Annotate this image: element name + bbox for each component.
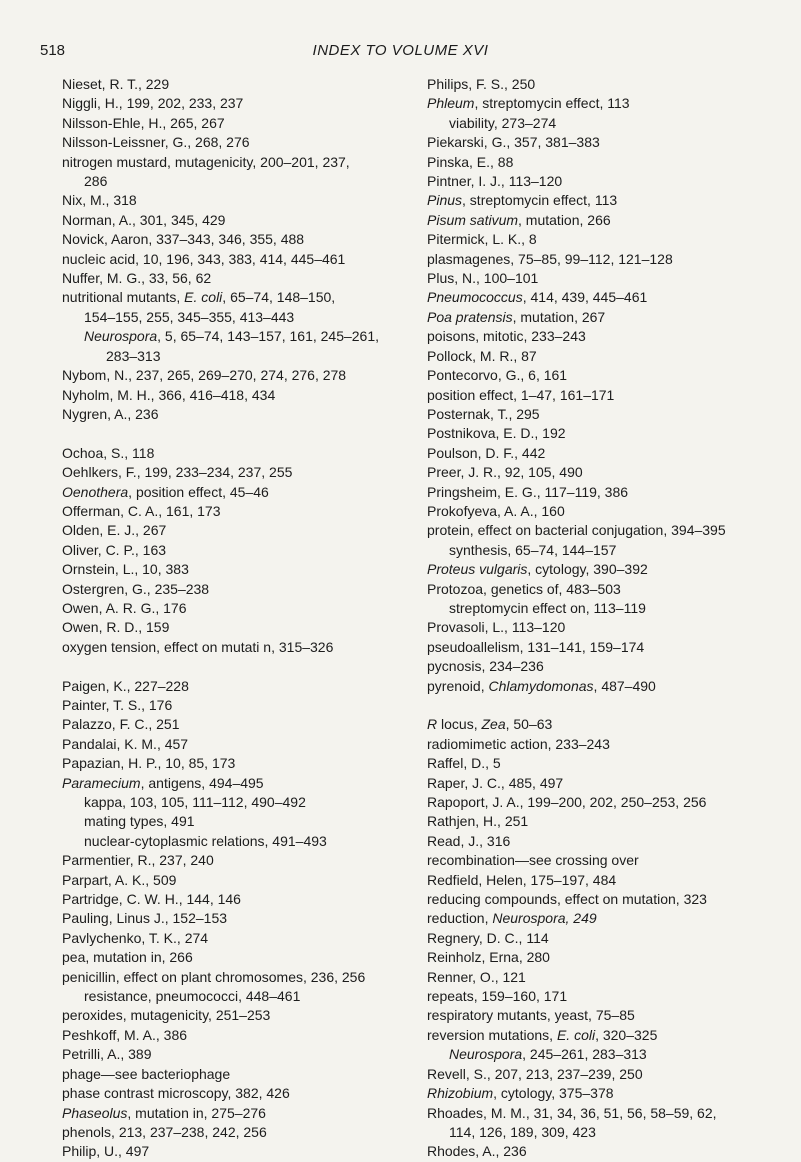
entry-text: Nix, M., 318 (62, 192, 137, 209)
entry-text: Provasoli, L., 113–120 (427, 619, 566, 636)
index-entry (62, 250, 402, 269)
entry-text: reducing compounds, effect on mutation, 323 (427, 891, 707, 908)
index-entry (427, 1104, 777, 1123)
entry-text: , 414, 439, 445–461 (522, 289, 648, 306)
index-entry (427, 444, 777, 463)
index-entry (62, 696, 402, 715)
entry-text: Nuffer, M. G., 33, 56, 62 (62, 270, 212, 287)
index-entry (62, 541, 402, 560)
index-entry (62, 94, 402, 113)
index-subentry (427, 114, 777, 133)
index-entry (427, 172, 777, 191)
index-entry (427, 191, 777, 210)
italic-term: Chlamydomonas (488, 677, 594, 694)
entry-text: phage—see bacteriophage (62, 1065, 231, 1082)
entry-text: , cytology, 390–392 (527, 561, 648, 578)
index-entry (427, 774, 777, 793)
entry-text: Pinska, E., 88 (427, 153, 514, 170)
index-entry (427, 832, 777, 851)
entry-text: Rhoades, M. M., 31, 34, 36, 51, 56, 58–59, 62, (427, 1104, 717, 1121)
entry-text: Painter, T. S., 176 (62, 696, 173, 713)
entry-text: , streptomycin effect, 113 (462, 192, 618, 209)
index-subentry (427, 599, 777, 618)
index-entry (62, 502, 402, 521)
entry-text: Preer, J. R., 92, 105, 490 (427, 464, 583, 481)
entry-text: nucleic acid, 10, 196, 343, 383, 414, 445–461 (62, 250, 346, 267)
entry-text: Poulson, D. F., 442 (427, 444, 546, 461)
index-entry (427, 560, 777, 579)
entry-text: Peshkoff, M. A., 386 (62, 1026, 188, 1043)
index-entry (62, 230, 402, 249)
index-entry (427, 347, 777, 366)
index-entry (62, 735, 402, 754)
entry-text: 286 (84, 173, 108, 190)
entry-text: Renner, O., 121 (427, 968, 526, 985)
italic-term: R (427, 716, 438, 733)
italic-term: Rhizobium (427, 1085, 494, 1102)
entry-text: mating types, 491 (84, 813, 195, 830)
index-entry (62, 153, 402, 172)
entry-text: Oliver, C. P., 163 (62, 541, 167, 558)
index-entry (62, 288, 402, 307)
index-entry (62, 211, 402, 230)
index-entry (62, 638, 402, 657)
entry-text: Norman, A., 301, 345, 429 (62, 211, 226, 228)
index-entry (62, 1104, 402, 1123)
index-entry (62, 386, 402, 405)
entry-text: , mutation in, 275–276 (127, 1104, 266, 1121)
index-subentry (62, 812, 402, 831)
index-entry (62, 871, 402, 890)
index-entry (62, 599, 402, 618)
entry-text: locus, (437, 716, 482, 733)
entry-text: Nybom, N., 237, 265, 269–270, 274, 276, 278 (62, 367, 347, 384)
entry-text: nitrogen mustard, mutagenicity, 200–201, 237, (62, 153, 350, 170)
entry-text: Rhodes, A., 236 (427, 1143, 527, 1160)
entry-text: phenols, 213, 237–238, 242, 256 (62, 1123, 267, 1140)
index-entry (427, 968, 777, 987)
entry-text: , 65–74, 148–150, (222, 289, 336, 306)
index-entry (427, 929, 777, 948)
index-entry (62, 521, 402, 540)
entry-text: reduction, (427, 910, 493, 927)
index-entry (427, 75, 777, 94)
index-entry (62, 909, 402, 928)
index-entry (62, 1026, 402, 1045)
entry-text: Revell, S., 207, 213, 237–239, 250 (427, 1065, 643, 1082)
entry-text: viability, 273–274 (449, 114, 557, 131)
index-entry (427, 580, 777, 599)
entry-text: Pitermick, L. K., 8 (427, 231, 537, 248)
index-entry (427, 1006, 777, 1025)
entry-text: Petrilli, A., 389 (62, 1046, 152, 1063)
running-title: INDEX TO VOLUME XVI (312, 42, 489, 59)
index-entry (427, 638, 777, 657)
index-entry (427, 618, 777, 637)
index-subentry (427, 1123, 777, 1142)
index-entry (62, 560, 402, 579)
index-column-left (62, 75, 402, 1162)
section-gap (427, 696, 777, 715)
entry-text: Pandalai, K. M., 457 (62, 735, 189, 752)
index-entry (427, 754, 777, 773)
entry-text: Protozoa, genetics of, 483–503 (427, 580, 621, 597)
entry-text: Partridge, C. W. H., 144, 146 (62, 891, 241, 908)
index-entry (62, 463, 402, 482)
entry-text: Owen, A. R. G., 176 (62, 599, 187, 616)
italic-term: Neurospora, 249 (492, 910, 597, 927)
index-entry (427, 1142, 777, 1161)
entry-text: , 320–325 (595, 1026, 658, 1043)
index-subentry (62, 793, 402, 812)
index-entry (427, 405, 777, 424)
index-entry (62, 677, 402, 696)
index-entry (62, 774, 402, 793)
entry-text: Pintner, I. J., 113–120 (427, 173, 563, 190)
entry-text: Raffel, D., 5 (427, 755, 501, 772)
index-column-right (427, 75, 777, 1162)
italic-term: Neurospora (84, 328, 158, 345)
entry-text: Olden, E. J., 267 (62, 522, 167, 539)
entry-text: Plus, N., 100–101 (427, 270, 539, 287)
index-entry (427, 269, 777, 288)
entry-text: phase contrast microscopy, 382, 426 (62, 1085, 290, 1102)
index-entry (427, 851, 777, 870)
index-entry (62, 114, 402, 133)
index-entry (427, 715, 777, 734)
italic-term: E. coli (184, 289, 223, 306)
entry-text: plasmagenes, 75–85, 99–112, 121–128 (427, 250, 673, 267)
index-subentry (62, 308, 402, 327)
index-entry (427, 521, 777, 540)
entry-text: recombination—see crossing over (427, 852, 639, 869)
entry-text: Ostergren, G., 235–238 (62, 580, 210, 597)
entry-text: respiratory mutants, yeast, 75–85 (427, 1007, 635, 1024)
entry-text: 154–155, 255, 345–355, 413–443 (84, 308, 295, 325)
index-entry (427, 1065, 777, 1084)
index-entry (427, 424, 777, 443)
entry-text: Nilsson-Leissner, G., 268, 276 (62, 134, 250, 151)
index-entry (62, 1123, 402, 1142)
entry-text: Ornstein, L., 10, 383 (62, 561, 189, 578)
index-entry (62, 1045, 402, 1064)
entry-text: kappa, 103, 105, 111–112, 490–492 (84, 794, 306, 810)
index-entry (427, 250, 777, 269)
entry-text: Nyholm, M. H., 366, 416–418, 434 (62, 386, 276, 403)
entry-text: Rathjen, H., 251 (427, 813, 529, 830)
entry-text: Papazian, H. P., 10, 85, 173 (62, 755, 236, 772)
index-entry (62, 366, 402, 385)
entry-text: , streptomycin effect, 113 (474, 95, 630, 112)
index-entry (427, 1084, 777, 1103)
entry-text: Prokofyeva, A. A., 160 (427, 502, 565, 519)
entry-text: Pontecorvo, G., 6, 161 (427, 367, 568, 384)
entry-text: nuclear-cytoplasmic relations, 491–493 (84, 832, 327, 849)
entry-text: repeats, 159–160, 171 (427, 988, 568, 1005)
index-entry (427, 1026, 777, 1045)
index-entry (427, 211, 777, 230)
entry-text: , 245–261, 283–313 (522, 1046, 647, 1063)
entry-text: , 5, 65–74, 143–157, 161, 245–261, (157, 328, 380, 345)
index-entry (62, 580, 402, 599)
index-entry (427, 909, 777, 928)
index-entry (62, 948, 402, 967)
entry-text: oxygen tension, effect on mutati n, 315–326 (62, 638, 334, 655)
entry-text: pea, mutation in, 266 (62, 949, 193, 966)
entry-text: Philips, F. S., 250 (427, 76, 536, 92)
entry-text: , mutation, 267 (512, 308, 606, 325)
index-entry (62, 191, 402, 210)
entry-text: Raper, J. C., 485, 497 (427, 774, 564, 791)
italic-term: Pinus (427, 192, 463, 209)
italic-term: Poa pratensis (427, 308, 513, 325)
index-entry (427, 677, 777, 696)
entry-text: poisons, mitotic, 233–243 (427, 328, 586, 345)
index-entry (427, 793, 777, 812)
index-entry (62, 715, 402, 734)
entry-text: Pavlychenko, T. K., 274 (62, 929, 209, 946)
entry-text: Offerman, C. A., 161, 173 (62, 502, 221, 519)
entry-text: Philip, U., 497 (62, 1143, 150, 1160)
entry-text: , antigens, 494–495 (140, 774, 264, 791)
entry-text: Pollock, M. R., 87 (427, 347, 537, 364)
page-header (40, 42, 761, 66)
index-entry (62, 1006, 402, 1025)
italic-term: Phleum (427, 95, 475, 112)
entry-text: Oehlkers, F., 199, 233–234, 237, 255 (62, 464, 293, 481)
index-entry (62, 929, 402, 948)
index-entry (427, 94, 777, 113)
index-entry (427, 812, 777, 831)
section-gap (62, 424, 402, 443)
entry-text: pyrenoid, (427, 677, 489, 694)
index-entry (427, 871, 777, 890)
section-gap (62, 657, 402, 676)
entry-text: position effect, 1–47, 161–171 (427, 386, 615, 403)
italic-term: Zea (481, 716, 506, 733)
index-entry (62, 1065, 402, 1084)
italic-term: Pisum sativum (427, 211, 519, 228)
index-subentry (62, 832, 402, 851)
entry-text: pycnosis, 234–236 (427, 658, 544, 675)
index-entry (62, 483, 402, 502)
entry-text: Palazzo, F. C., 251 (62, 716, 180, 733)
index-entry (427, 386, 777, 405)
index-entry (427, 735, 777, 754)
index-entry (427, 133, 777, 152)
index-entry (427, 463, 777, 482)
index-entry (62, 851, 402, 870)
entry-text: Regnery, D. C., 114 (427, 929, 549, 946)
index-entry (62, 444, 402, 463)
index-entry (427, 987, 777, 1006)
entry-text: reversion mutations, (427, 1026, 557, 1043)
entry-text: Rapoport, J. A., 199–200, 202, 250–253, 256 (427, 794, 707, 811)
entry-text: Novick, Aaron, 337–343, 346, 355, 488 (62, 231, 305, 248)
italic-term: Proteus vulgaris (427, 561, 528, 578)
index-entry (62, 1084, 402, 1103)
index-subentry (62, 347, 402, 366)
italic-term: Phaseolus (62, 1104, 128, 1121)
entry-text: Paigen, K., 227–228 (62, 677, 189, 694)
page-number: 518 (40, 42, 66, 59)
index-entry (62, 133, 402, 152)
entry-text: Parmentier, R., 237, 240 (62, 852, 214, 869)
entry-text: Piekarski, G., 357, 381–383 (427, 134, 600, 151)
italic-term: Neurospora (449, 1046, 523, 1063)
italic-term: Oenothera (62, 483, 129, 500)
entry-text: penicillin, effect on plant chromosomes, 236, 256 (62, 968, 366, 985)
index-entry (62, 618, 402, 637)
index-entry (427, 288, 777, 307)
index-entry (62, 75, 402, 94)
entry-text: , 487–490 (593, 677, 656, 694)
entry-text: Parpart, A. K., 509 (62, 871, 177, 888)
index-entry (427, 483, 777, 502)
entry-text: Nilsson-Ehle, H., 265, 267 (62, 114, 225, 131)
entry-text: Reinholz, Erna, 280 (427, 949, 550, 966)
index-entry (62, 968, 402, 987)
italic-term: Pneumococcus (427, 289, 523, 306)
entry-text: , position effect, 45–46 (128, 483, 269, 500)
entry-text: Niggli, H., 199, 202, 233, 237 (62, 95, 244, 112)
index-entry (427, 366, 777, 385)
entry-text: Pauling, Linus J., 152–153 (62, 910, 228, 927)
entry-text: 283–313 (106, 347, 161, 364)
index-entry (62, 269, 402, 288)
entry-text: , mutation, 266 (518, 211, 611, 228)
entry-text: peroxides, mutagenicity, 251–253 (62, 1007, 271, 1024)
entry-text: Owen, R. D., 159 (62, 619, 170, 636)
entry-text: protein, effect on bacterial conjugation, 394–395 (427, 522, 726, 539)
entry-text: Ochoa, S., 118 (62, 444, 155, 461)
index-entry (427, 327, 777, 346)
entry-text: 114, 126, 189, 309, 423 (449, 1123, 596, 1140)
index-entry (62, 405, 402, 424)
italic-term: E. coli (556, 1026, 596, 1043)
entry-text: resistance, pneumococci, 448–461 (84, 988, 301, 1005)
entry-text: nutritional mutants, (62, 289, 185, 306)
index-subentry (427, 541, 777, 560)
index-entry (62, 1142, 402, 1161)
entry-text: synthesis, 65–74, 144–157 (449, 541, 617, 558)
index-entry (427, 308, 777, 327)
index-entry (427, 153, 777, 172)
entry-text: Redfield, Helen, 175–197, 484 (427, 871, 617, 888)
index-subentry (62, 327, 402, 346)
entry-text: Read, J., 316 (427, 832, 511, 849)
entry-text: streptomycin effect on, 113–119 (449, 599, 646, 616)
entry-text: radiomimetic action, 233–243 (427, 735, 610, 752)
entry-text: Nieset, R. T., 229 (62, 76, 170, 92)
entry-text: Nygren, A., 236 (62, 405, 159, 422)
index-subentry (427, 1045, 777, 1064)
entry-text: Posternak, T., 295 (427, 405, 540, 422)
index-entry (427, 502, 777, 521)
entry-text: , 50–63 (505, 716, 553, 733)
index-subentry (62, 987, 402, 1006)
index-entry (62, 754, 402, 773)
index-entry (427, 890, 777, 909)
italic-term: Paramecium (62, 774, 141, 791)
index-subentry (62, 172, 402, 191)
index-entry (427, 948, 777, 967)
index-entry (62, 890, 402, 909)
entry-text: , cytology, 375–378 (493, 1085, 614, 1102)
index-entry (427, 657, 777, 676)
entry-text: Pringsheim, E. G., 117–119, 386 (427, 483, 629, 500)
entry-text: pseudoallelism, 131–141, 159–174 (427, 638, 645, 655)
index-entry (427, 230, 777, 249)
entry-text: Postnikova, E. D., 192 (427, 425, 566, 442)
